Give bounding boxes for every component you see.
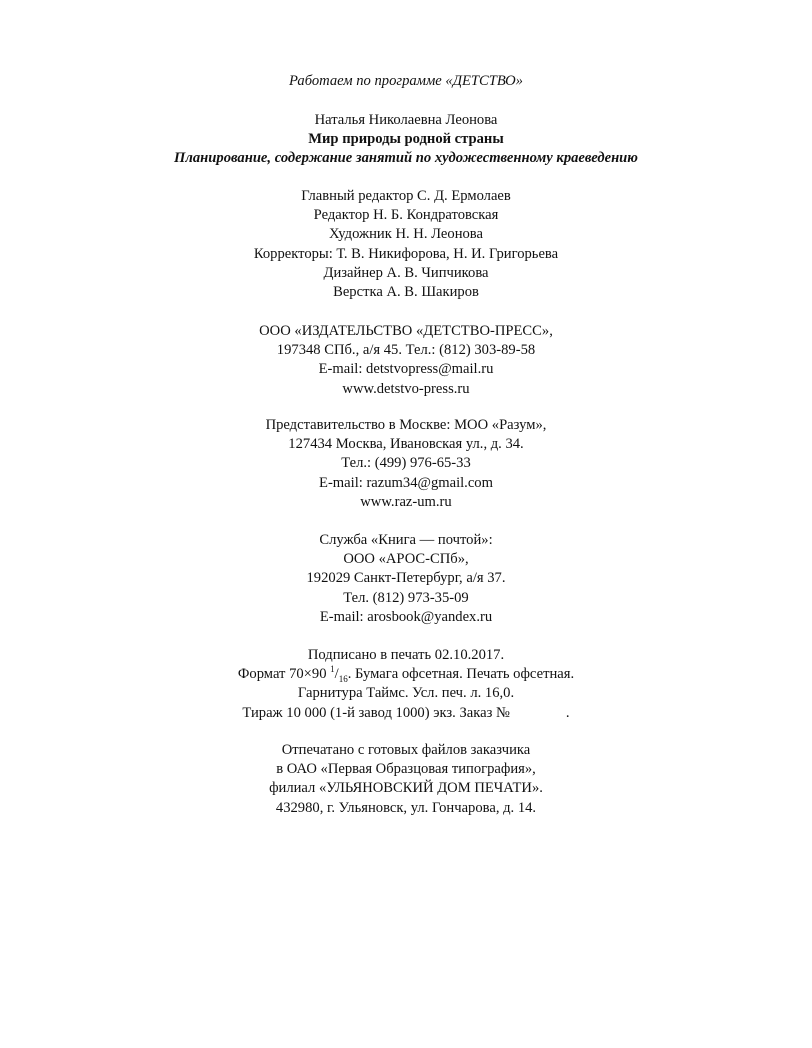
print-format-suffix: . Бумага офсетная. Печать офсетная.	[347, 666, 575, 683]
book-info-block	[0, 111, 812, 169]
mail-service-block	[0, 531, 812, 627]
credit-proofreaders: Корректоры: Т. В. Никифорова, Н. И. Григорьева	[253, 245, 559, 262]
program-block	[0, 72, 812, 91]
credits-block	[0, 187, 812, 302]
mail-service-email: E-mail: arosbook@yandex.ru	[319, 608, 493, 625]
moscow-office-email: E-mail: razum34@gmail.com	[319, 474, 493, 491]
publisher-block	[0, 322, 812, 399]
credit-chief-editor: Главный редактор С. Д. Ермолаев	[301, 188, 511, 204]
mail-service-address: 192029 Санкт-Петербург, а/я 37.	[306, 570, 506, 587]
mail-service-company: ООО «АРОС-СПб»,	[343, 551, 469, 568]
print-info-block	[0, 646, 812, 723]
mail-service-title: Служба «Книга — почтой»:	[319, 532, 493, 548]
printer-address: 432980, г. Ульяновск, ул. Гончарова, д. 14.	[275, 799, 537, 816]
credit-editor: Редактор Н. Б. Кондратовская	[313, 207, 499, 224]
print-signed: Подписано в печать 02.10.2017.	[307, 647, 505, 663]
moscow-office-address: 127434 Москва, Ивановская ул., д. 34.	[288, 436, 524, 453]
print-circulation-text: Тираж 10 000 (1-й завод 1000) экз. Заказ №	[242, 704, 510, 721]
print-format-prefix: Формат 70×90	[237, 666, 331, 683]
print-typeface: Гарнитура Таймс. Усл. печ. л. 16,0.	[297, 685, 515, 702]
book-title: Мир природы родной страны	[308, 131, 504, 148]
program-line: Работаем по программе «ДЕТСТВО»	[289, 73, 523, 89]
moscow-office-block	[0, 416, 812, 512]
print-circulation	[0, 704, 812, 723]
book-subtitle: Планирование, содержание занятий по художественному краеведению	[174, 150, 638, 167]
printer-company: в ОАО «Первая Образцовая типография»,	[276, 761, 536, 778]
print-format-numerator: 1	[330, 664, 335, 675]
print-format-denominator: 16	[338, 674, 348, 685]
publisher-address: 197348 СПб., а/я 45. Тел.: (812) 303-89-58	[276, 342, 536, 359]
credit-layout: Верстка А. В. Шакиров	[333, 284, 479, 301]
author-name: Наталья Николаевна Леонова	[314, 112, 498, 128]
publisher-name: ООО «ИЗДАТЕЛЬСТВО «ДЕТСТВО-ПРЕСС»,	[259, 323, 553, 339]
print-format	[0, 665, 812, 684]
credit-artist: Художник Н. Н. Леонова	[329, 226, 483, 243]
print-format-slash: /	[334, 666, 339, 683]
credit-designer: Дизайнер А. В. Чипчикова	[323, 264, 489, 281]
publisher-website: www.detstvo-press.ru	[342, 380, 470, 397]
moscow-office-website: www.raz-um.ru	[360, 493, 452, 510]
printer-branch: филиал «УЛЬЯНОВСКИЙ ДОМ ПЕЧАТИ».	[269, 780, 543, 797]
moscow-office-phone: Тел.: (499) 976-65-33	[341, 455, 471, 472]
moscow-office-name: Представительство в Москве: МОО «Разум»,	[265, 417, 547, 433]
printer-block	[0, 741, 812, 818]
print-circulation-end: .	[565, 704, 570, 721]
printer-note: Отпечатано с готовых файлов заказчика	[281, 742, 531, 758]
publisher-email: E-mail: detstvopress@mail.ru	[318, 361, 494, 378]
mail-service-phone: Тел. (812) 973-35-09	[343, 589, 469, 606]
